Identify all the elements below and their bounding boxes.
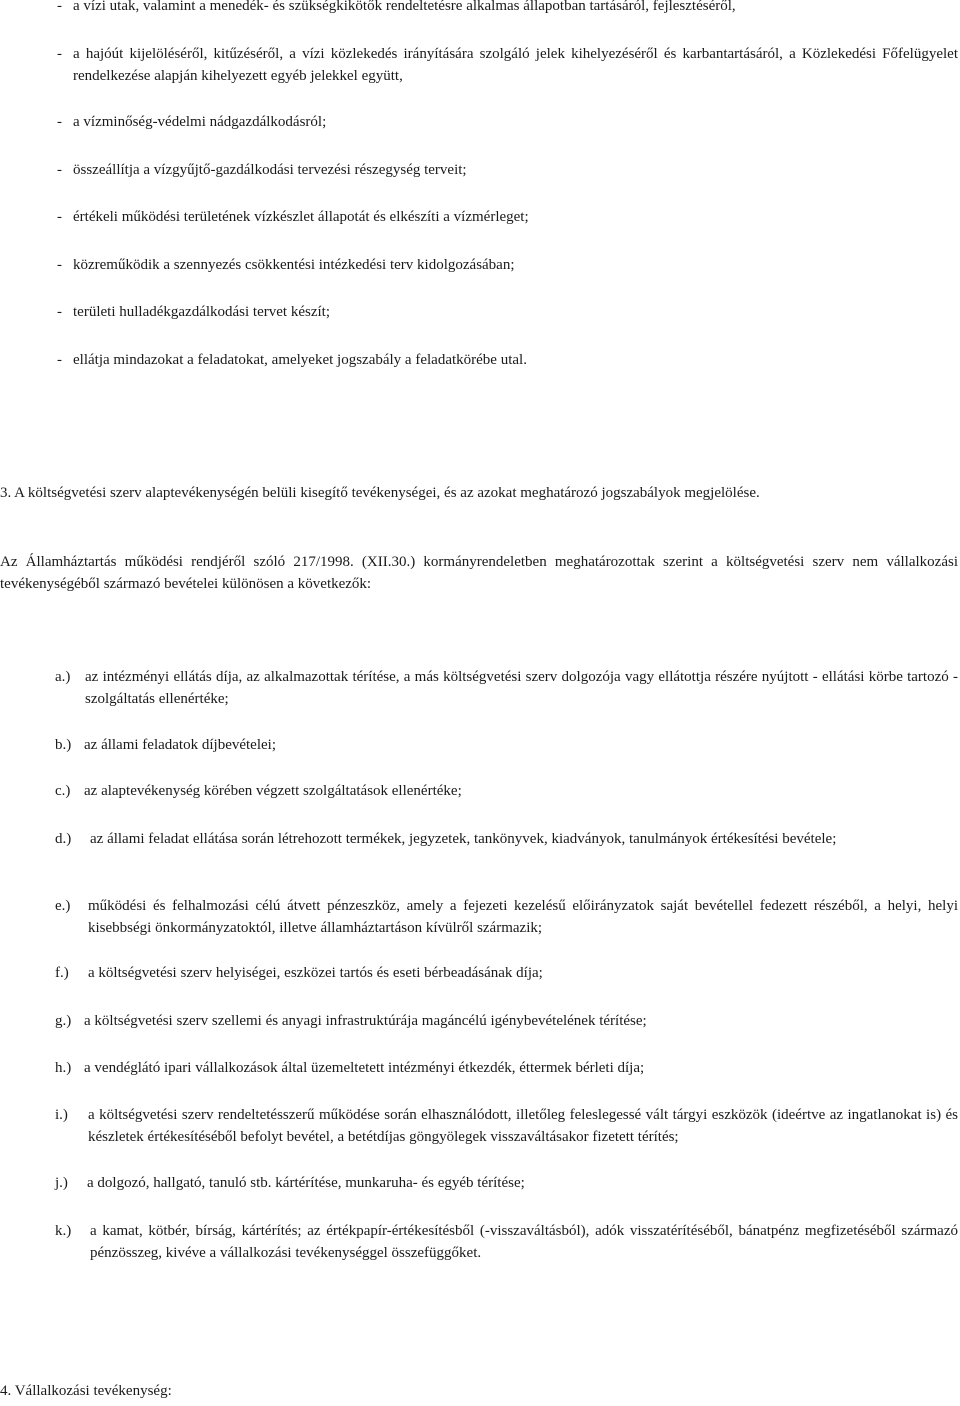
item-text: a költségvetési szerv rendeltetésszerű működése során elhasználódott, illetőleg feleslegessé vált tárgyi eszközök (ideértve az ingatlanokat is) és készletek értékesítéséből befolyt bevétel, a betétdíjas göngyölegek visszaváltásakor fizetett térítés;: [88, 1107, 958, 1145]
dash-item: [57, 301, 958, 323]
item-letter: g.): [55, 1013, 72, 1029]
lettered-item: [55, 1057, 958, 1079]
dash-item-text: a vízminőség-védelmi nádgazdálkodásról;: [73, 114, 327, 130]
dash-marker: -: [57, 46, 62, 62]
section-4-heading: 4. Vállalkozási tevékenység:: [0, 1383, 172, 1399]
dash-item: [57, 43, 958, 87]
item-text: az állami feladatok díjbevételei;: [84, 737, 276, 753]
dash-item: [57, 349, 958, 371]
item-letter: a.): [55, 669, 71, 685]
lettered-item: [55, 895, 958, 939]
item-letter: b.): [55, 737, 72, 753]
dash-item: [57, 111, 958, 133]
dash-item: [57, 254, 958, 276]
item-text: a kamat, kötbér, bírság, kártérítés; az értékpapír-értékesítésből (-visszaváltásból), adók visszatérítéséből, bánatpénz megfizetéséből származó pénzösszeg, kivéve a vállalkozási tevékenységgel összefüggőket.: [90, 1223, 958, 1261]
dash-marker: -: [57, 0, 62, 14]
lettered-item: [55, 734, 958, 756]
dash-item-text: a vízi utak, valamint a menedék- és szükségkikötők rendeltetésre alkalmas állapotban tartásáról, fejlesztéséről,: [73, 0, 736, 14]
dash-item-text: összeállítja a vízgyűjtő-gazdálkodási tervezési részegység terveit;: [73, 162, 467, 178]
dash-item-text: ellátja mindazokat a feladatokat, amelyeket jogszabály a feladatkörébe utal.: [73, 352, 527, 368]
item-letter: f.): [55, 965, 69, 981]
dash-marker: -: [57, 257, 62, 273]
dash-item-text: területi hulladékgazdálkodási tervet készít;: [73, 304, 330, 320]
item-letter: i.): [55, 1107, 68, 1123]
lettered-item: [55, 1172, 958, 1194]
item-letter: h.): [55, 1060, 72, 1076]
lettered-item: [55, 1010, 958, 1032]
section-3-heading: 3. A költségvetési szerv alaptevékenységén belüli kisegítő tevékenységei, és az azokat meghatározó jogszabályok megjelölése.: [0, 485, 760, 501]
lettered-item: [55, 1104, 958, 1148]
item-letter: e.): [55, 898, 71, 914]
item-text: az állami feladat ellátása során létrehozott termékek, jegyzetek, tankönyvek, kiadványok, tanulmányok értékesítési bevétele;: [90, 831, 837, 847]
item-text: a vendéglátó ipari vállalkozások által üzemeltetett intézményi étkezdék, éttermek bérleti díja;: [84, 1060, 645, 1076]
lettered-item: [55, 1220, 958, 1264]
lettered-item: [55, 828, 958, 850]
dash-item-text: közreműködik a szennyezés csökkentési intézkedési terv kidolgozásában;: [73, 257, 515, 273]
dash-marker: -: [57, 352, 62, 368]
dash-item-text: értékeli működési területének vízkészlet állapotát és elkészíti a vízmérleget;: [73, 209, 529, 225]
dash-marker: -: [57, 114, 62, 130]
dash-marker: -: [57, 304, 62, 320]
item-letter: j.): [55, 1175, 68, 1191]
dash-marker: -: [57, 162, 62, 178]
dash-marker: -: [57, 209, 62, 225]
item-text: a költségvetési szerv szellemi és anyagi infrastruktúrája magáncélú igénybevételének térítése;: [84, 1013, 647, 1029]
item-letter: k.): [55, 1223, 72, 1239]
item-letter: c.): [55, 783, 71, 799]
item-text: működési és felhalmozási célú átvett pénzeszköz, amely a fejezeti kezelésű előirányzatok saját bevétellel fedezett részéből, a helyi, helyi kisebbségi önkormányzatoktól, illetve államháztartáson kívülről származik;: [88, 898, 958, 936]
dash-item: [57, 159, 958, 181]
item-text: az intézményi ellátás díja, az alkalmazottak térítése, a más költségvetési szerv dolgozója vagy ellátottja részére nyújtott - ellátási körbe tartozó - szolgáltatás ellenértéke;: [85, 669, 958, 707]
item-text: a dolgozó, hallgató, tanuló stb. kártérítése, munkaruha- és egyéb térítése;: [87, 1175, 525, 1191]
section-3-intro: Az Államháztartás működési rendjéről szóló 217/1998. (XII.30.) kormányrendeletben meghatározottak szerint a költségvetési szerv nem vállalkozási tevékenységéből származó bevételei különösen a következők:: [0, 554, 958, 592]
dash-item: [57, 0, 958, 17]
dash-item-text: a hajóút kijelöléséről, kitűzéséről, a vízi közlekedés irányítására szolgáló jelek kihelyezéséről és karbantartásáról, a Közlekedési Főfelügyelet rendelkezése alapján kihelyezett egyéb jelekkel együtt,: [73, 46, 958, 84]
lettered-item: [55, 666, 958, 710]
lettered-item: [55, 962, 958, 984]
dash-item: [57, 206, 958, 228]
lettered-item: [55, 780, 958, 802]
item-text: az alaptevékenység körében végzett szolgáltatások ellenértéke;: [84, 783, 462, 799]
item-letter: d.): [55, 831, 72, 847]
item-text: a költségvetési szerv helyiségei, eszközei tartós és eseti bérbeadásának díja;: [88, 965, 543, 981]
